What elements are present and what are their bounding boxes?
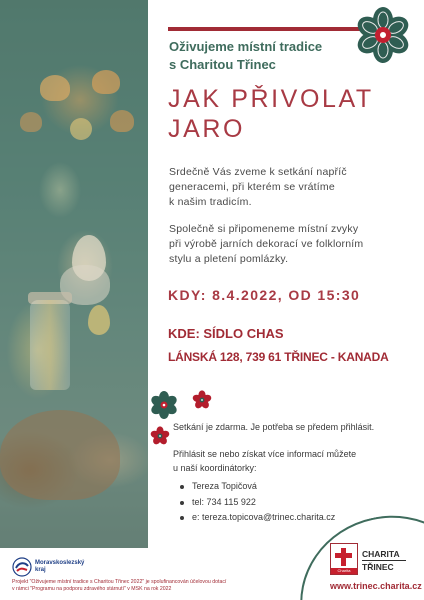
contact-email[interactable]: e: tereza.topicova@trinec.charita.cz bbox=[180, 510, 410, 526]
charita-line: CHARITA bbox=[362, 549, 400, 559]
folk-flower-icon bbox=[355, 7, 411, 63]
contact-intro-line: Přihlásit se nebo získat více informací můžete bbox=[173, 449, 357, 459]
website-link[interactable]: www.trinec.charita.cz bbox=[330, 581, 422, 591]
paragraph-line: generacemi, při kterém se vrátíme bbox=[169, 181, 335, 193]
contact-intro-line: u naší koordinátorky: bbox=[173, 463, 257, 473]
tulip-shape bbox=[110, 110, 134, 132]
region-name bbox=[35, 560, 105, 574]
cross-horizontal bbox=[335, 553, 352, 558]
paragraph-line: stylu a pletení pomlázky. bbox=[169, 253, 289, 265]
contact-intro bbox=[173, 447, 403, 475]
charita-separator bbox=[362, 560, 406, 561]
region-line: Moravskoslezský bbox=[35, 560, 85, 566]
funding-line: v rámci "Programu na podporu zdravého stárnutí" v MSK na rok 2022 bbox=[12, 585, 172, 592]
tulip-shape bbox=[92, 70, 120, 94]
event-date-time: KDY: 8.4.2022, OD 15:30 bbox=[168, 287, 361, 303]
tulip-shape bbox=[70, 118, 92, 140]
bread-shape bbox=[0, 410, 120, 500]
funding-line: Projekt "Oživujeme místní tradice s Charitou Třinec 2022" je spolufinancován účelovou dotací bbox=[12, 579, 227, 585]
subtitle-line: s Charitou Třinec bbox=[169, 57, 276, 72]
jar-shape bbox=[30, 300, 70, 390]
region-logo bbox=[12, 557, 102, 579]
title-line: JAK PŘIVOLAT bbox=[168, 85, 374, 113]
paragraph-line: Srdečně Vás zveme k setkání napříč bbox=[169, 166, 347, 178]
charita-cross-icon bbox=[330, 543, 358, 575]
top-accent-bar bbox=[168, 27, 374, 31]
charita-badge: Charita bbox=[331, 568, 357, 574]
event-address: LÁNSKÁ 128, 739 61 TŘINEC - KANADA bbox=[168, 350, 389, 364]
region-logo-icon bbox=[12, 557, 32, 577]
region-line: kraj bbox=[35, 567, 46, 573]
folk-flower-small-icon bbox=[150, 390, 216, 448]
tulip-shape bbox=[20, 112, 42, 132]
paragraph-line: Společně si připomeneme místní zvyky bbox=[169, 223, 359, 235]
paragraph-line: k našim tradicím. bbox=[169, 196, 252, 208]
charita-line: TŘINEC bbox=[362, 562, 394, 572]
contact-phone[interactable]: tel: 734 115 922 bbox=[180, 495, 410, 511]
event-venue: KDE: SÍDLO CHAS bbox=[168, 326, 284, 341]
tulip-shape bbox=[40, 75, 70, 101]
page-title bbox=[168, 84, 408, 144]
registration-note: Setkání je zdarma. Je potřeba se předem přihlásit. bbox=[173, 422, 375, 432]
event-series-title bbox=[169, 38, 359, 74]
intro-paragraph-2 bbox=[169, 222, 409, 267]
contact-name: Tereza Topičová bbox=[180, 479, 410, 495]
project-funding-note bbox=[12, 579, 304, 593]
paragraph-line: při výrobě jarních dekorací ve folklorním bbox=[169, 238, 364, 250]
background-photo bbox=[0, 0, 148, 548]
intro-paragraph-1 bbox=[169, 165, 409, 210]
egg-shape bbox=[88, 305, 110, 335]
subtitle-line: Oživujeme místní tradice bbox=[169, 39, 323, 54]
charita-wordmark bbox=[362, 549, 406, 572]
title-line: JARO bbox=[168, 115, 246, 143]
